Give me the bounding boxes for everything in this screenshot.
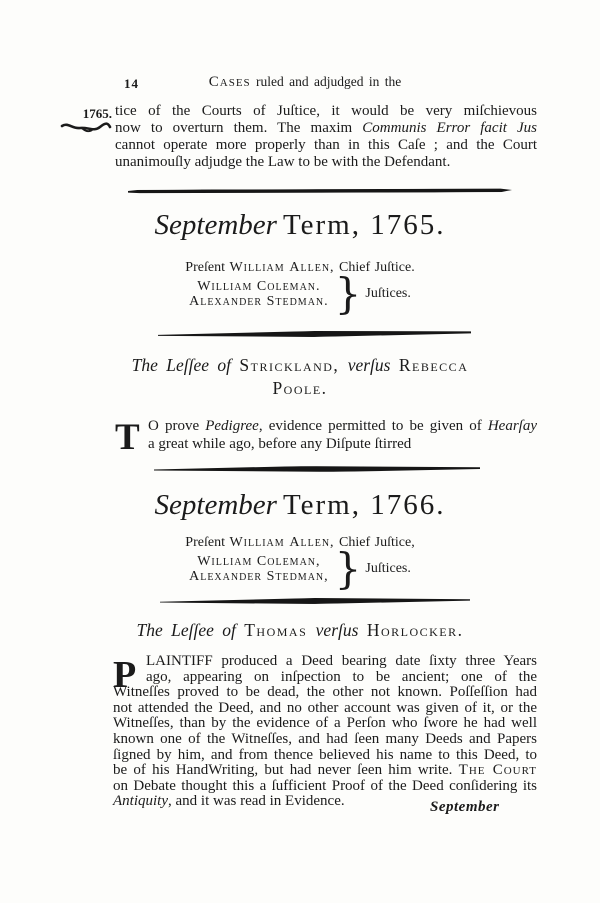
text-line: not attended the Deed, and no other account was given of it, or the [113,699,537,716]
running-header-rest: ruled and adjudged in the [250,74,402,89]
text-line: a great while ago, before any Diſpute ſtirred [148,435,412,452]
drop-cap: P [113,654,137,696]
emphasis-word: Hearſay [487,418,537,434]
justices-block-1766 [100,535,500,593]
title-segment: The Leſſee of [131,355,240,375]
term-month: September [154,209,277,241]
text-line: known one of the Witneſſes, and had ſeen many Deeds and Papers [113,730,537,747]
text-line: tice of the Courts of Juſtice, it would be very miſchievous [115,103,537,119]
brace-glyph: } [334,544,362,593]
versus-label: verſus [307,620,367,640]
section-rule [160,597,470,605]
term-heading-1765 [85,209,515,242]
chief-justice-line [100,535,500,551]
text-segment: , evidence permitted to be given of [258,418,488,434]
justice-name: Alexander Stedman. [189,294,329,309]
page-number: 14 [124,76,139,91]
text-line: cannot operate more properly than in this Caſe ; and the Court [115,137,537,153]
section-rule [154,465,480,473]
justices-block-1765 [100,260,500,318]
text-line: Witneſſes, than by the evidence of a Perſon who ſwore he had well [113,715,537,732]
text-line: on Debate thought this a ſufficient Proof of the Deed conſidering its [113,777,537,794]
court-reference: The Court [458,762,537,779]
associate-justices-row [100,544,500,593]
text-segment: now to overturn them. The maxim [115,120,363,136]
associate-justice-names [189,554,329,585]
term-heading-1766 [85,489,515,522]
party-name: Horlocker. [366,620,464,640]
text-segment: be of his HandWriting, but had never ſeen him write. [113,762,459,779]
associate-justice-names [189,279,329,310]
case-title-strickland-v-poole [88,354,512,400]
catchword: September [430,799,500,815]
term-month: September [154,489,277,521]
text-line: unanimouſly adjudge the Law to be with the Defendant. [115,154,451,170]
chief-justice-name: William Allen, [229,535,335,550]
intro-paragraph [115,103,537,171]
section-rule [158,330,471,339]
associate-justices-row [100,269,500,318]
term-year: Term, 1765. [282,209,446,241]
term-year: Term, 1766. [282,489,446,521]
chief-justice-name: William Allen, [229,260,335,275]
text-line [115,120,537,137]
justice-name: Alexander Stedman, [189,569,329,584]
text-segment: O prove [148,418,206,434]
text-line [148,418,537,436]
chief-justice-title: Chief Juſtice. [334,260,415,275]
latin-maxim: Communis Error facit Jus [362,120,537,136]
section-rule [128,188,512,194]
versus-label: verſus [339,355,399,375]
justice-name: William Coleman. [197,278,321,294]
text-line [113,763,537,779]
case-body-horlocker [113,654,537,810]
party-name: Thomas [244,620,308,640]
chief-justice-title: Chief Juſtice, [334,535,415,550]
text-line: ago, appearing on inſpection to be ancient; one of the [146,668,537,685]
brace-glyph: } [334,269,362,318]
text-line: Witneſſes proved to be dead, the other not known. Poſſeſſion had [113,684,537,701]
flourish-swash-icon [60,120,112,134]
emphasis-word: Pedigree [205,418,259,434]
present-label: Preſent [185,535,230,550]
justices-label: Juſtices. [365,561,411,576]
party-name: Rebecca [398,355,469,375]
case-title-thomas-v-horlocker [88,620,512,641]
text-segment: , and it was read in Evidence. [168,793,345,810]
running-header-first-word: Cases [208,74,251,90]
emphasis-word: Antiquity [113,793,168,810]
chief-justice-line [100,260,500,276]
margin-flourish [60,120,112,139]
justice-name: William Coleman, [197,553,321,569]
text-line: ſigned by him, and from thence believed his name to this Deed, to [113,746,537,763]
party-name: Strickland, [239,355,340,375]
case-title-line [88,354,512,377]
text-line: LAINTIFF produced a Deed bearing date ſixty three Years [146,653,537,669]
drop-cap: T [115,417,140,458]
justices-label: Juſtices. [365,286,411,301]
margin-year-note: 1765. [82,106,112,121]
case-title-line: Poole. [272,378,328,398]
case-body-strickland [115,417,537,458]
title-segment: The Leſſee of [136,620,245,640]
present-label: Preſent [185,260,230,275]
running-header [90,74,520,91]
